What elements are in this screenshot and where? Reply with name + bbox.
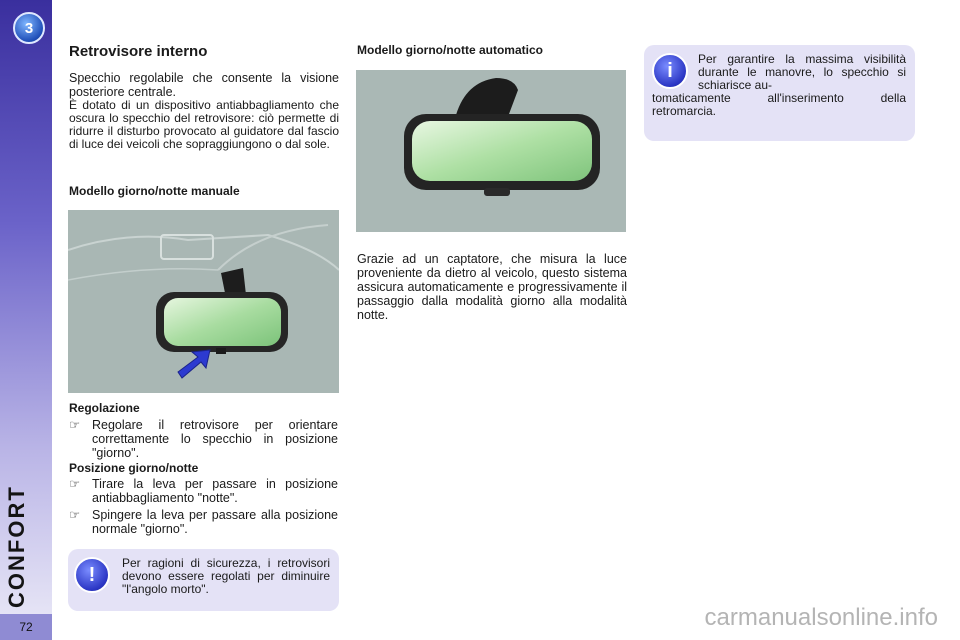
regulation-item: Regolare il retrovisore per orientare correttamente lo specchio in posizione "giorno".: [92, 418, 338, 460]
manual-model-heading: Modello giorno/notte manuale: [69, 184, 240, 198]
info-callout: [644, 45, 915, 141]
regulation-heading: Regolazione: [69, 401, 140, 415]
daynight-item-pull: Tirare la leva per passare in posizione antiabbagliamento "notte".: [92, 477, 338, 505]
warning-text: Per ragioni di sicurezza, i retrovisori devono essere regolati per diminuire "l'angolo morto".: [122, 556, 330, 596]
bullet-icon: ☞: [69, 508, 81, 522]
auto-model-heading: Modello giorno/notte automatico: [357, 43, 543, 57]
bullet-icon: ☞: [69, 477, 81, 491]
bullet-icon: ☞: [69, 418, 81, 432]
watermark: carmanualsonline.info: [704, 604, 938, 631]
daynight-item-push: Spingere la leva per passare alla posizione normale "giorno".: [92, 508, 338, 536]
page-number: 72: [0, 614, 52, 640]
warning-icon: !: [74, 557, 110, 593]
list-item: [69, 508, 339, 536]
chapter-number-badge: 3: [13, 12, 45, 44]
manual-mirror-photo: [68, 210, 339, 393]
auto-description: Grazie ad un captatore, che misura la luce proveniente da dietro al veicolo, questo sistema assicura automaticamente e progressivamente il passaggio dalla modalità giorno alla modalità notte.: [357, 252, 627, 322]
info-icon: i: [652, 53, 688, 89]
auto-mirror-photo: [356, 70, 626, 232]
page-title: Retrovisore interno: [69, 43, 208, 60]
manual-mirror-illustration: [68, 210, 339, 393]
section-title: CONFORT: [4, 485, 29, 608]
antiglare-paragraph: È dotato di un dispositivo antiabbagliamento che oscura lo specchio del retrovisore: ciò permette di ridurre il disturbo provocato al guidatore dal fascio di luce dei veicoli che sopraggiungono o dal sole.: [69, 98, 339, 151]
info-text-indented: Per garantire la massima visibilità durante le manovre, lo specchio si schiarisce au-: [698, 52, 906, 92]
auto-mirror-illustration: [356, 70, 626, 232]
intro-paragraph: Specchio regolabile che consente la visione posteriore centrale.: [69, 71, 339, 99]
warning-callout: [68, 549, 339, 611]
daynight-heading: Posizione giorno/notte: [69, 461, 199, 475]
list-item: [69, 477, 339, 505]
info-text-full: tomaticamente all'inserimento della retromarcia.: [652, 91, 906, 118]
list-item: [69, 418, 339, 460]
